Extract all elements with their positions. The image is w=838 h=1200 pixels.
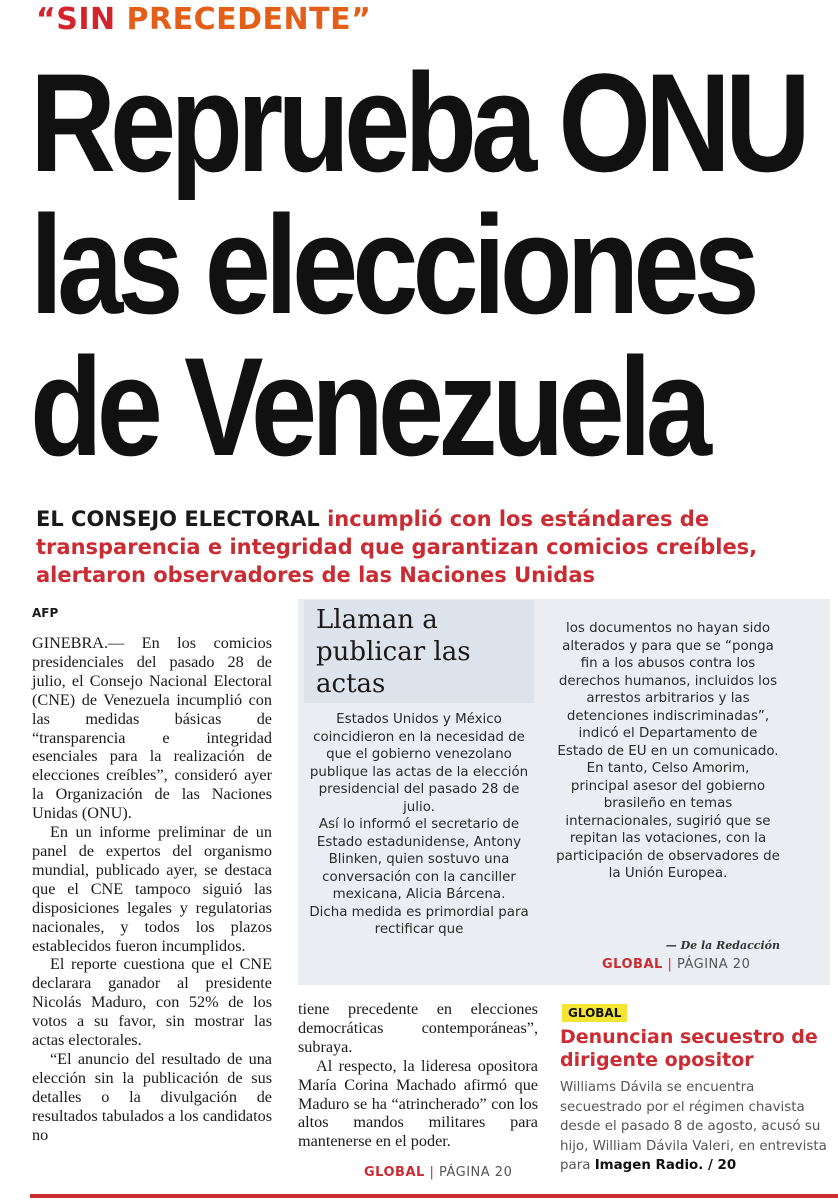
ref-section: GLOBAL <box>602 957 663 972</box>
deck <box>36 505 816 589</box>
ref-separator: | <box>429 1165 435 1180</box>
article-paragraph: tiene precedente en elecciones democráticas contemporáneas”, subraya. <box>298 1000 538 1056</box>
ref-section: GLOBAL <box>364 1165 425 1180</box>
sidebar-credit: — De la Redacción <box>665 939 780 952</box>
ref-page: PÁGINA 20 <box>438 1165 513 1180</box>
sidebar-paragraph: los documentos no hayan sido alterados y para que se “ponga fin a los abusos contra los derechos humanos, incluidos los arrestos arbitrarios y las detenciones indiscriminadas”, indicó el Departamento de Estado de EU en un comunicado. <box>557 621 779 759</box>
article-column-2 <box>298 1000 538 1151</box>
sidebar-paragraph: En tanto, Celso Amorim, principal asesor del gobierno brasileño en temas internacionales, sugirió que se repitan las votaciones, con la participación de observadores de la Unión Europea. <box>556 761 780 881</box>
promo-section-badge: GLOBAL <box>562 1004 627 1022</box>
kicker-part2: PRECEDENTE” <box>126 2 372 37</box>
article-paragraph: El reporte cuestiona que el CNE declarara ganador al presidente Nicolás Maduro, con 52% de los votos a su favor, sin mostrar las actas electorales. <box>32 955 272 1050</box>
promo-title[interactable]: Denuncian secuestro de dirigente opositor <box>560 1026 818 1071</box>
deck-lead: EL CONSEJO ELECTORAL <box>36 507 320 531</box>
article-paragraph: En un informe preliminar de un panel de expertos del organismo mundial, publicado ayer, se destaca que el CNE tampoco siguió las disposiciones legales y regulatorias nacionales, y todos los plazos establecidos fueron incumplidos. <box>32 823 272 955</box>
byline: AFP <box>32 606 59 620</box>
sidebar-column-2 <box>556 620 780 883</box>
article-paragraph: “El anuncio del resultado de una elección sin la publicación de sus detalles o la divulgación de resultados tabulados a los candidatos no <box>32 1049 272 1144</box>
headline-line-2: las elecciones <box>30 186 754 343</box>
headline-line-1: Reprueba ONU <box>30 44 805 201</box>
promo-source: Imagen Radio <box>594 1158 699 1173</box>
sidebar-page-ref[interactable] <box>602 957 750 972</box>
promo-body <box>560 1078 828 1176</box>
sidebar-title-box <box>304 600 534 703</box>
sidebar-column-1 <box>308 711 530 939</box>
article-page-ref[interactable] <box>364 1165 512 1180</box>
promo-text: Williams Dávila se encuentra secuestrado por el régimen chavista desde el pasado 8 de agosto, acusó su hijo, William Dávila Valeri, en entrevista para <box>560 1080 827 1173</box>
ref-page: PÁGINA 20 <box>676 957 751 972</box>
sidebar-paragraph: Así lo informó el secretario de Estado estadunidense, Antony Blinken, quien sostuvo una conversación con la canciller mexicana, Alicia Bárcena. <box>316 817 522 902</box>
headline <box>30 44 805 485</box>
article-paragraph: GINEBRA.— En los comicios presidenciales del pasado 28 de julio, el Consejo Nacional Electoral (CNE) de Venezuela incumplió con las medidas básicas de “transparencia e integridad esenciales para la realización de elecciones creíbles”, consideró ayer la Organización de las Naciones Unidas (ONU). <box>32 634 272 823</box>
bottom-rule <box>30 1194 838 1198</box>
promo-page-ref: . / 20 <box>698 1158 737 1173</box>
article-paragraph: Al respecto, la lideresa opositora María Corina Machado afirmó que Maduro se ha “atrincherado” con los altos mandos militares para mantenerse en el poder. <box>298 1056 538 1151</box>
ref-separator: | <box>667 957 673 972</box>
article-column-1 <box>32 634 272 1144</box>
headline-line-3: de Venezuela <box>30 328 707 485</box>
kicker <box>36 2 371 37</box>
kicker-part1: “SIN <box>36 2 127 37</box>
deck-text: incumplió con los estándares de transparencia e integridad que garantizan comicios creíbles, alertaron observadores de las Naciones Unidas <box>36 507 758 587</box>
sidebar-paragraph: Dicha medida es primordial para rectificar que <box>309 904 529 937</box>
sidebar-paragraph: Estados Unidos y México coincidieron en la necesidad de que el gobierno venezolano publique las actas de la elección presidencial del pasado 28 de julio. <box>309 712 529 815</box>
sidebar-title: Llaman a publicar las actas <box>316 605 471 699</box>
